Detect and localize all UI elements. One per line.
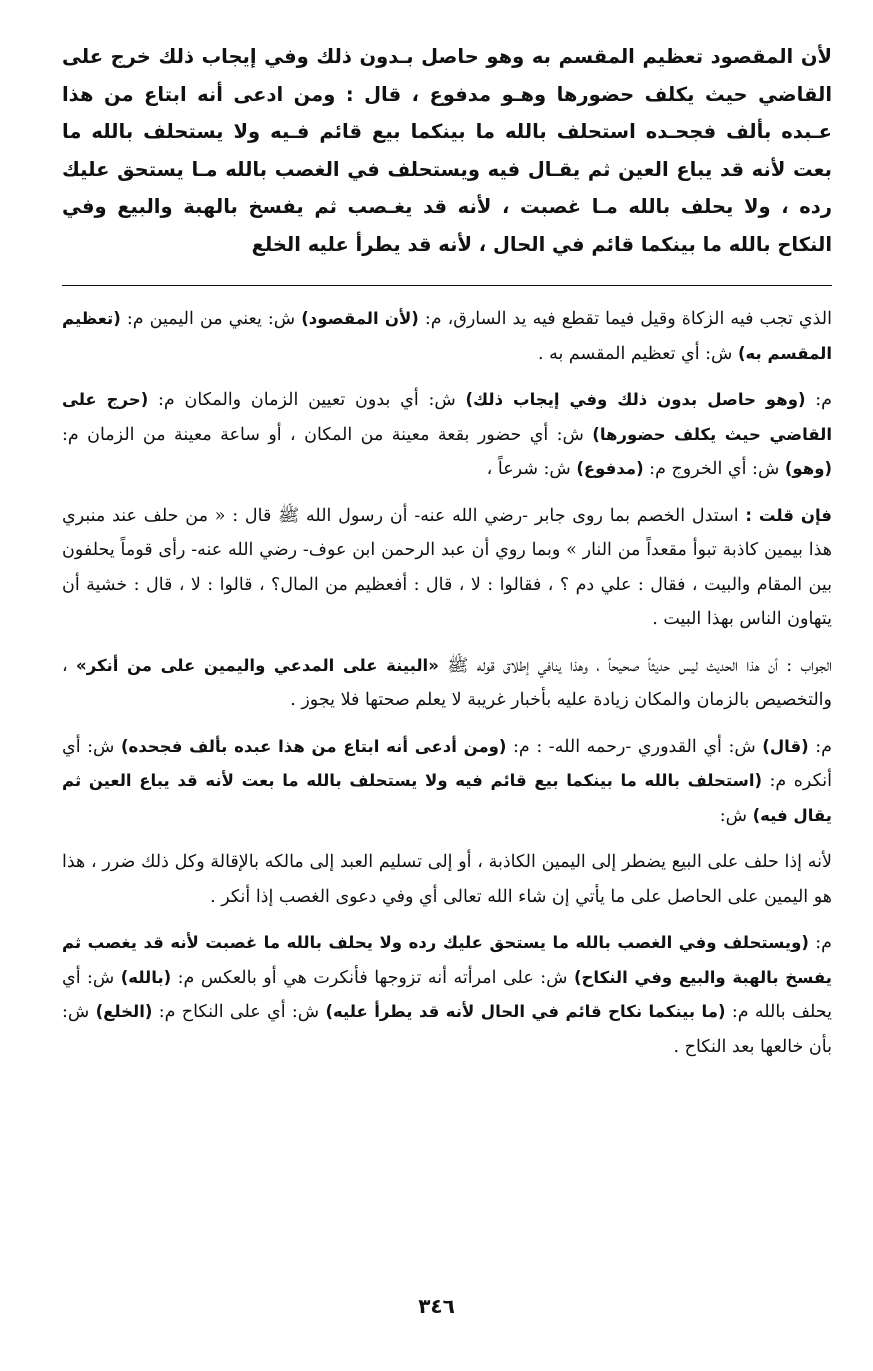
commentary-paragraph-1 <box>62 302 832 371</box>
text-segment: ش: بأن خالعها بعد النكاح . <box>62 1002 832 1057</box>
quoted-term: (ومن أدعى أنه ابتاع من هذا عبده بألف فجحده) <box>120 736 507 756</box>
text-segment: ش: أي الخروج م: <box>643 459 785 479</box>
text-segment: م: <box>808 933 832 953</box>
quoted-term: (ويستحلف وفي الغصب بالله ما يستحق عليك رده ولا يحلف بالله ما غصبت لأنه قد يغصب ثم يفسخ بالهبة والبيع وفي النكاح) <box>62 933 832 987</box>
text-segment: ، والتخصيص بالزمان والمكان زيادة عليه بأخبار غريبة لا يعلم صحتها فلا يجوز . <box>62 655 832 710</box>
quoted-term: (ما بينكما نكاح قائم في الحال لأنه قد يطرأ عليه) <box>325 1002 726 1021</box>
commentary-paragraph-6 <box>62 845 832 914</box>
quoted-term: (الخلع) <box>95 1002 153 1021</box>
footnote-divider <box>62 285 832 286</box>
quoted-term: (استحلف بالله ما بينكما بيع قائم فيه ولا يستحلف بالله ما بعت لأنه قد يباع العين ثم يقال فيه) <box>62 771 832 825</box>
commentary-paragraph-7 <box>62 926 832 1064</box>
quoted-term: (تعظيم المقسم به) <box>62 309 832 363</box>
text-segment: ش: أي تعظيم المقسم به . <box>537 343 738 364</box>
page-number: ٣٤٦ <box>418 1294 455 1318</box>
quoted-term: (حرج على القاضي حيث يكلف حضورها) <box>62 390 833 444</box>
text-segment: م: <box>808 736 833 757</box>
question-heading: فإن قلت : <box>745 505 832 525</box>
quoted-term: (بالله) <box>120 967 172 987</box>
quoted-term: (مدفوع) <box>576 459 644 478</box>
main-text <box>62 38 832 263</box>
commentary-paragraph-2 <box>62 383 832 487</box>
quoted-term: (وهو حاصل بدون ذلك وفي إيجاب ذلك) <box>465 390 806 409</box>
text-segment: ش: أي القدوري -رحمه الله- : م: <box>506 736 763 757</box>
text-segment: لأنه إذا حلف على البيع يضطر إلى اليمين الكاذبة ، أو إلى تسليم العبد إلى مالكه بالإقالة وكل ذلك ضرر ، هذا هو اليمين على الحاصل على ما يأتي إن شاء الله تعالى أي وفي دعوى الغصب إذا أنكر . <box>62 852 832 907</box>
commentary-paragraph-3 <box>62 499 832 637</box>
text-segment: ش: أي على النكاح م: <box>152 1002 326 1022</box>
text-segment: الجواب : أن هذا الحديث ليس حديثاً صحيحاً ، وهذا ينافي إطلاق قوله ﷺ <box>438 655 832 676</box>
text-segment: ش: شرعاً ، <box>486 459 577 479</box>
text-segment: استدل الخصم بما روى جابر -رضي الله عنه- أن رسول الله ﷺ قال : « من حلف عند منبري هذا بيمين كاذبة تبوأ مقعداً من النار » وبما روي أن عبد الرحمن ابن عوف- رضي الله عنه- رأى قوماً يحلفون بين المقام والبيت ، فقال : علي دم ؟ ، فقالوا : لا ، قال : أفعظيم من المال؟ ، قالوا : لا ، قال : خشية أن يتهاون الناس بهذا البيت . <box>62 505 832 629</box>
main-paragraph: لأن المقصود تعظيم المقسم به وهو حاصل بـدون ذلك وفي إيجاب ذلك خرج على القاضي حيث يكلف حضورها وهـو مدفوع ، قال : ومن ادعى أنه ابتاع من هذا عـبده بألف فجحـده استحلف بالله ما بينكما بيع قائم فـيه ولا يستحلف بالله ما بعت لأنه قد يباع العين ثم يقـال فيه ويستحلف في الغصب بالله مـا يستحق عليك رده ، ولا يحلف بالله مـا غصبت ، لأنه قد يغـصب ثم يفسخ بالهبة والبيع وفي النكاح بالله ما بينكما قائم في الحال ، لأنه قد يطرأ عليه الخلع <box>62 45 832 256</box>
text-segment: ش: أي حضور بقعة معينة من المكان ، أو ساعة معينة من الزمان م: <box>62 424 593 445</box>
text-segment: ش: أي أنكره م: <box>62 736 832 791</box>
page-body <box>62 38 832 1076</box>
commentary-paragraph-4 <box>62 649 832 718</box>
quoted-term: (لأن المقصود) <box>301 309 419 328</box>
quoted-term: (قال) <box>762 736 809 756</box>
commentary-paragraph-5 <box>62 730 832 834</box>
text-segment: ش: <box>719 805 753 826</box>
text-segment: ش: أي بدون تعيين الزمان والمكان م: <box>148 390 466 410</box>
text-segment: م: <box>805 390 832 410</box>
hadith-quote: «البينة على المدعي واليمين على من أنكر» <box>76 655 439 675</box>
commentary <box>62 302 832 1064</box>
text-segment: الذي تجب فيه الزكاة وقيل فيما تقطع فيه يد السارق، م: <box>418 309 833 329</box>
quoted-term: (وهو) <box>784 459 832 478</box>
text-segment: ش: أي يحلف بالله م: <box>62 967 832 1022</box>
text-segment: ش: على امرأته أنه تزوجها فأنكرت هي أو بالعكس م: <box>171 967 574 988</box>
text-segment: ش: يعني من اليمين م: <box>120 309 302 329</box>
